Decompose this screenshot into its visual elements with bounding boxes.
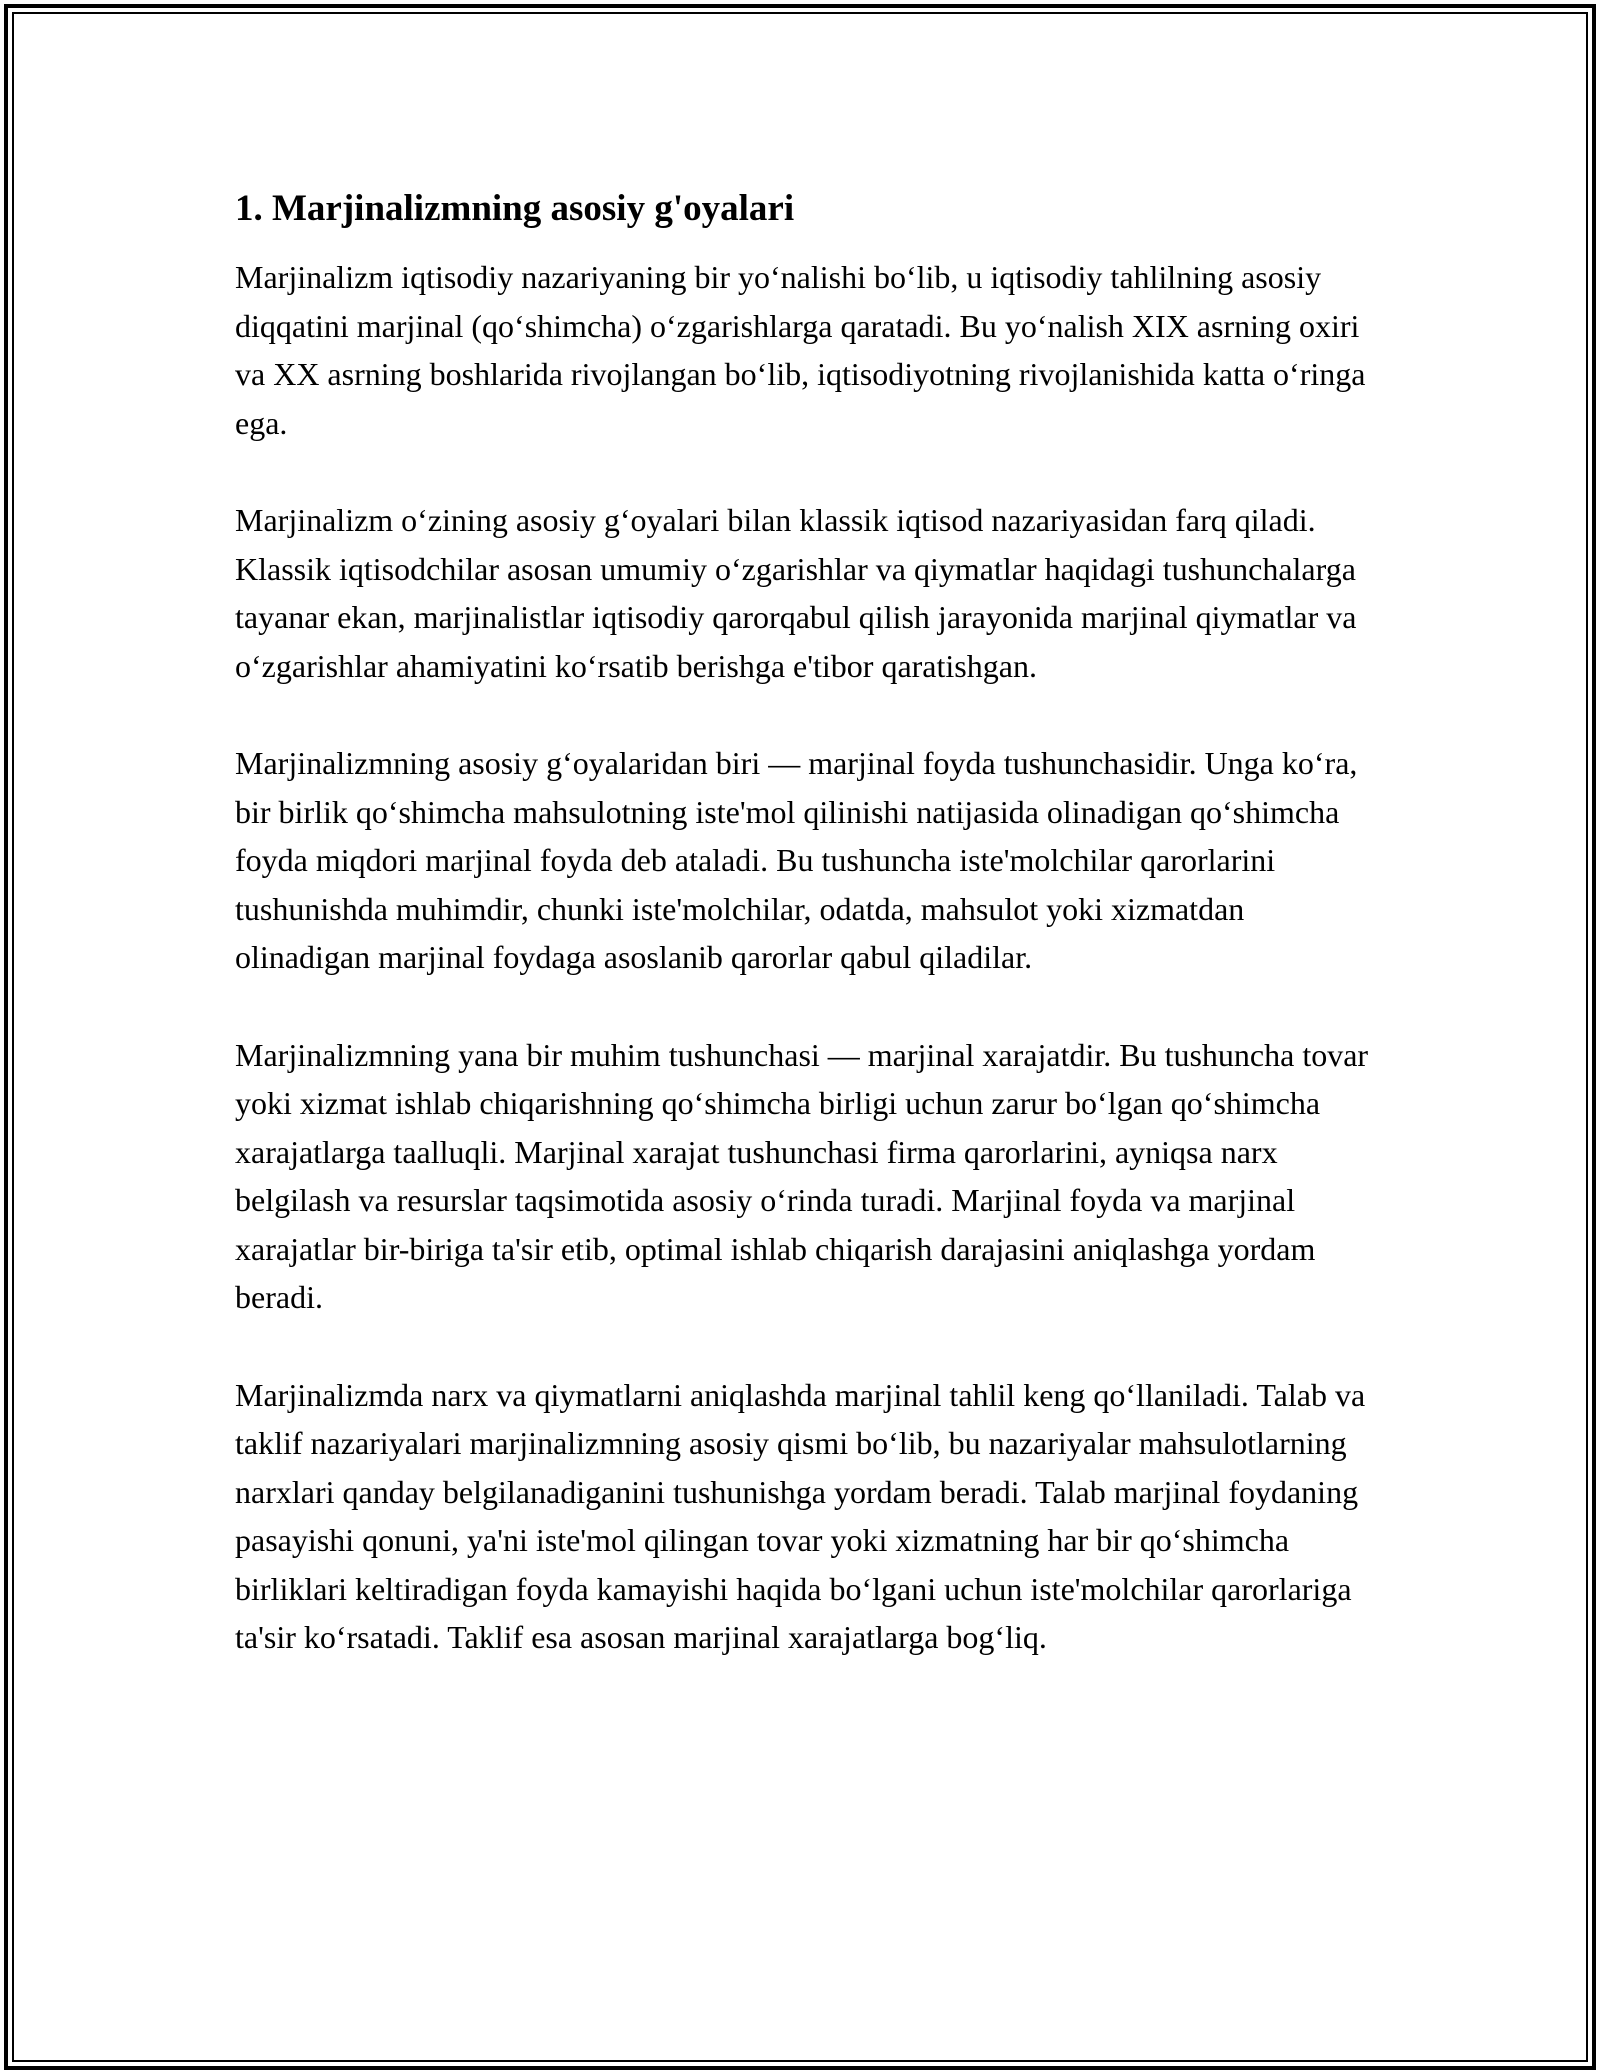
section-heading: 1. Marjinalizmning asosiy g'oyalari [235, 188, 795, 229]
paragraph-marginal-utility: Marjinalizmning asosiy g‘oyalaridan biri — marjinal foyda tushunchasidir. Unga ko‘ra, bir birlik qo‘shimcha mahsulotning iste'mol qilinishi natijasida olinadigan qo‘shimcha foyda miqdori marjinal foyda deb ataladi. Bu tushuncha iste'molchilar qarorlarini tushunishda muhimdir, chunki iste'molchilar, odatda, mahsulot yoki xizmatdan olinadigan marjinal foydaga asoslanib qarorlar qabul qiladilar. [235, 745, 1358, 975]
document-body [235, 185, 1375, 1711]
paragraph-classical-difference: Marjinalizm o‘zining asosiy g‘oyalari bilan klassik iqtisod nazariyasidan farq qiladi. Klassik iqtisodchilar asosan umumiy o‘zgarishlar va qiymatlar haqidagi tushunchalarga tayanar ekan, marjinalistlar iqtisodiy qarorqabul qilish jarayonida marjinal qiymatlar va o‘zgarishlar ahamiyatini ko‘rsatib berishga e'tibor qaratishgan. [235, 502, 1357, 684]
paragraph-marginal-cost: Marjinalizmning yana bir muhim tushunchasi — marjinal xarajatdir. Bu tushuncha tovar yoki xizmat ishlab chiqarishning qo‘shimcha birligi uchun zarur bo‘lgan qo‘shimcha xarajatlarga taalluqli. Marjinal xarajat tushunchasi firma qarorlarini, ayniqsa narx belgilash va resurslar taqsimotida asosiy o‘rinda turadi. Marjinal foyda va marjinal xarajatlar bir-biriga ta'sir etib, optimal ishlab chiqarish darajasini aniqlashga yordam beradi. [235, 1036, 1369, 1315]
paragraph-intro: Marjinalizm iqtisodiy nazariyaning bir yo‘nalishi bo‘lib, u iqtisodiy tahlilning asosiy diqqatini marjinal (qo‘shimcha) o‘zgarishlarga qaratadi. Bu yo‘nalish XIX asrning oxiri va XX asrning boshlarida rivojlangan bo‘lib, iqtisodiyotning rivojlanishida katta o‘ringa ega. [235, 259, 1366, 441]
paragraph-supply-demand: Marjinalizmda narx va qiymatlarni aniqlashda marjinal tahlil keng qo‘llaniladi. Talab va taklif nazariyalari marjinalizmning asosiy qismi bo‘lib, bu nazariyalar mahsulotlarning narxlari qanday belgilanadiganini tushunishga yordam beradi. Talab marjinal foydaning pasayishi qonuni, ya'ni iste'mol qilingan tovar yoki xizmatning har bir qo‘shimcha birliklari keltiradigan foyda kamayishi haqida bo‘lgani uchun iste'molchilar qarorlariga ta'sir ko‘rsatadi. Taklif esa asosan marjinal xarajatlarga bog‘liq. [235, 1376, 1366, 1655]
